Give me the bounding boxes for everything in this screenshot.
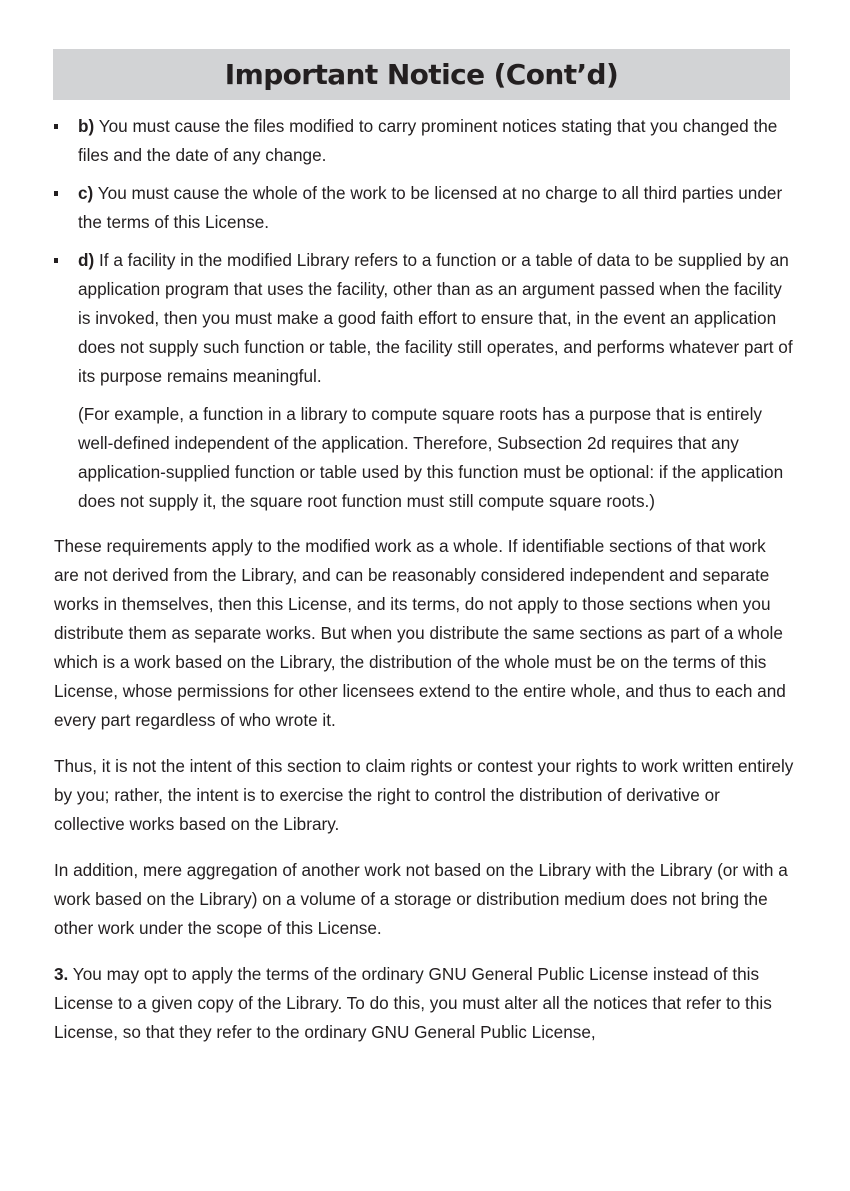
bullet-item-b	[54, 112, 794, 170]
paragraph-aggregation: In addition, mere aggregation of another work not based on the Library with the Library (or with a work based on the Library) on a volume of a storage or distribution medium does not bring the other work under the scope of this License.	[54, 860, 788, 938]
section-3-label: 3.	[54, 964, 69, 984]
notice-body	[54, 112, 794, 1064]
bullet-body: You must cause the whole of the work to be licensed at no charge to all third parties under the terms of this License.	[78, 183, 783, 232]
bullet-text	[78, 179, 794, 237]
bullet-body: If a facility in the modified Library refers to a function or a table of data to be supplied by an application program that uses the facility, other than as an argument passed when the facility is invoked, then you must make a good faith effort to ensure that, in the event an application does not supply such function or table, the facility still operates, and performs whatever part of its purpose remains meaningful.	[78, 250, 793, 386]
bullet-marker	[54, 191, 58, 196]
bullet-body: You must cause the files modified to carry prominent notices stating that you changed the files and the date of any change.	[78, 116, 778, 165]
bullet-marker	[54, 124, 58, 129]
bullet-item-d	[54, 246, 794, 391]
bullet-text	[78, 112, 794, 170]
bullet-text	[78, 246, 794, 391]
section-3-body: You may opt to apply the terms of the ordinary GNU General Public License instead of this License to a given copy of the Library. To do this, you must alter all the notices that refer to this License, so that they refer to the ordinary GNU General Public License,	[54, 964, 772, 1042]
bullet-label: c)	[78, 183, 94, 203]
paragraph-intent: Thus, it is not the intent of this section to claim rights or contest your rights to work written entirely by you; rather, the intent is to exercise the right to control the distribution of derivative or collective works based on the Library.	[54, 756, 794, 834]
page-header-bar	[53, 49, 790, 100]
page-title: Important Notice (Cont’d)	[224, 57, 619, 91]
paragraph-section-3	[54, 960, 794, 1047]
paragraph-requirements: These requirements apply to the modified work as a whole. If identifiable sections of that work are not derived from the Library, and can be reasonably considered independent and separate works in themselves, then this License, and its terms, do not apply to those sections when you distribute them as separate works. But when you distribute the same sections as part of a whole which is a work based on the Library, the distribution of the whole must be on the terms of this License, whose permissions for other licensees extend to the entire whole, and thus to each and every part regardless of who wrote it.	[54, 536, 786, 730]
bullet-label: b)	[78, 116, 95, 136]
bullet-label: d)	[78, 250, 95, 270]
bullet-item-c	[54, 179, 794, 237]
bullet-marker	[54, 258, 58, 263]
example-note: (For example, a function in a library to compute square roots has a purpose that is entirely well-defined independent of the application. Therefore, Subsection 2d requires that any application-supplied function or table used by this function must be optional: if the application does not supply it, the square root function must still compute square roots.)	[78, 404, 784, 511]
